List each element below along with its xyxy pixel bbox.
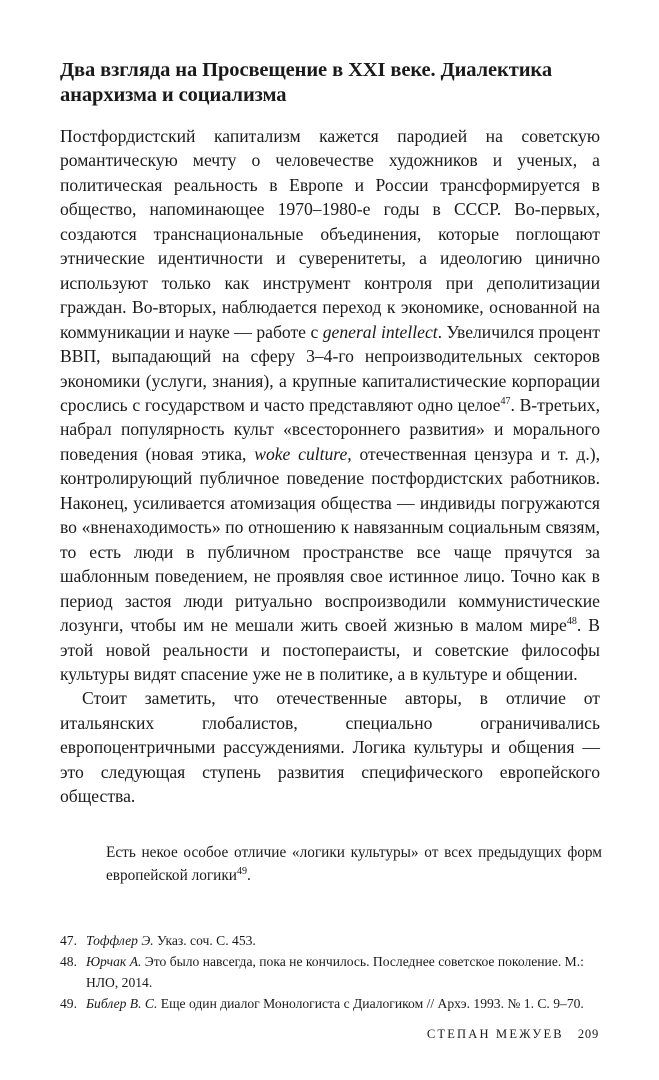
footnotes [60,930,600,1014]
footnote-text [86,951,600,993]
quote-text: Есть некое особое отличие «логики культуры» от всех предыдущих форм европейской логики [106,843,602,885]
para1-text-2: . Увеличился процент ВВП, выпадающий на сферу 3–4-го непроизводительных секторов экономики (услуги, знания), а крупные капиталистические корпорации срослись с государством и часто представляют одно целое [60,321,600,415]
footnote-47 [60,930,600,951]
page-number: 209 [577,1027,599,1041]
footer-author: СТЕПАН МЕЖУЕВ [426,1027,564,1041]
para1-text-4: отечественная цензура и т. д.), контролирующий публичное поведение постфордистских работников. Наконец, усиливается атомизация общества — индивиды погружаются во «вненаходимость» по отношению к навязанным социальным связям, то есть люди в публичном пространстве все чаще прячутся за шаблонным поведением, не проявляя свое истинное лицо. Точно как в период застоя люди ритуально воспроизводили коммунистические лозунги, чтобы им не мешали жить своей жизнью в малом мире [60,443,600,636]
paragraph-2: Стоит заметить, что отечественные авторы, в отличие от итальянских глобалистов, специально ограничивались европоцентричными рассуждениями. Логика культуры и общения — это следующая ступень развития специфического европейского общества. [60,688,600,807]
footnote-author: Тоффлер Э. [86,932,154,948]
para1-italic-woke-culture: woke culture, [254,443,352,464]
para1-text-1: Постфордистский капитализм кажется пародией на советскую романтическую мечту о человечестве художников и ученых, а политическая реальность в Европе и России трансформируется в общество, напоминающее 1970–1980-е годы в СССР. Во-первых, создаются транснациональные объединения, которые поглощают этнические идентичности и суверенитеты, а идеологию цинично используют только как инструмент контроля при деполитизации граждан. Во-вторых, наблюдается переход к экономике, основанной на коммуникации и науке — работе с [60,126,600,342]
footnote-author: Юрчак А. [86,953,142,969]
footnote-number: 49. [60,995,77,1011]
footnote-source: Еще один диалог Монологиста с Диалогиком // Архэ. 1993. № 1. С. 9–70. [157,995,584,1011]
footnote-49 [60,993,600,1014]
para1-text-3: . В-третьих, набрал популярность культ «всестороннего развития» и морального поведения (новая этика, [60,394,600,464]
para1-text-5: . В этой новой реальности и постопераисты, и советские философы культуры видят спасение уже не в политике, а в культуре и общении. [60,615,600,684]
paragraph-1 [60,124,600,686]
footnote-48 [60,951,600,993]
footnote-ref-47[interactable]: 47 [500,396,511,408]
footnote-author: Библер В. С. [86,995,158,1011]
block-quote [106,841,602,888]
para1-italic-general-intellect: general intellect [322,321,438,342]
footnote-source: Указ. соч. С. 453. [153,932,256,948]
running-footer [60,1027,599,1042]
footnote-ref-48[interactable]: 48 [566,616,577,628]
footnote-text [86,930,600,951]
section-heading: Два взгляда на Просвещение в XXI веке. Диалектика анархизма и социализма [60,59,552,106]
footnote-number: 47. [60,932,77,948]
footnote-ref-49[interactable]: 49 [236,866,247,878]
quote-end: . [246,867,251,885]
footnote-number: 48. [60,953,77,969]
footnote-source: Это было навсегда, пока не кончилось. Последнее советское поколение. М.: НЛО, 2014. [86,953,584,990]
footnote-text [86,993,600,1014]
page-body [60,58,600,1014]
